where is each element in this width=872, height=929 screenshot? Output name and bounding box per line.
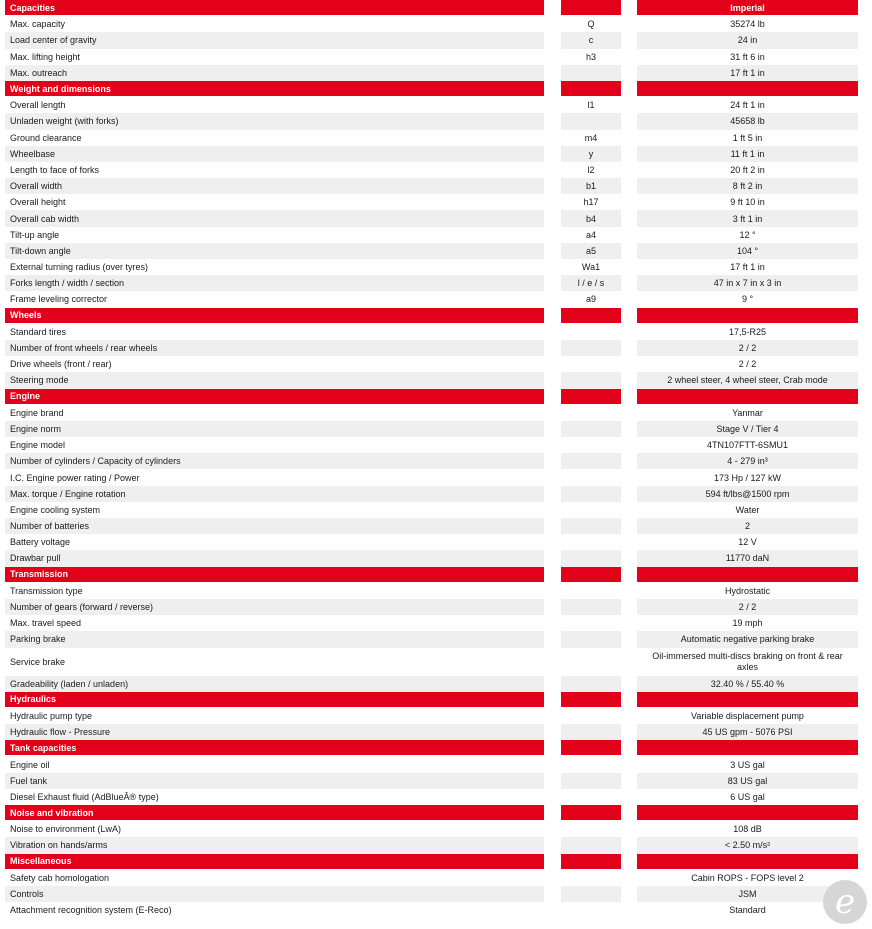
spec-code: [561, 631, 621, 647]
table-row: [0, 340, 872, 356]
spec-code: [561, 676, 621, 692]
spec-value: 24 ft 1 in: [730, 100, 765, 111]
spec-label: Number of gears (forward / reverse): [5, 599, 544, 615]
section-code-header: [561, 389, 621, 405]
table-row: [0, 631, 872, 647]
spec-value: 11770 daN: [637, 550, 858, 566]
spec-label: Tilt-down angle: [5, 243, 544, 259]
spec-value: 9 ft 10 in: [730, 197, 765, 208]
table-row: [0, 32, 872, 48]
spec-label: Vibration on hands/arms: [5, 837, 544, 853]
table-row: [0, 259, 872, 275]
spec-label: Number of front wheels / rear wheels: [5, 340, 544, 356]
section-title: Weight and dimensions: [5, 81, 544, 97]
spec-label: Max. capacity: [10, 19, 66, 30]
spec-code: [561, 518, 621, 534]
spec-code: [561, 615, 621, 631]
spec-label: Ground clearance: [10, 132, 82, 143]
spec-code: [561, 469, 621, 485]
spec-label: Steering mode: [5, 372, 544, 388]
table-row: [0, 130, 872, 146]
table-row: [0, 97, 872, 113]
spec-value: 1 ft 5 in: [732, 132, 763, 143]
spec-value: Yanmar: [732, 407, 763, 418]
section-code-header: [561, 805, 621, 821]
spec-value: 4 - 279 in³: [637, 453, 858, 469]
section-header: [0, 0, 872, 16]
table-row: [0, 275, 872, 291]
table-row: [0, 291, 872, 307]
spec-value: 17 ft 1 in: [637, 65, 858, 81]
table-row: [0, 372, 872, 388]
spec-value: 47 in x 7 in x 3 in: [637, 275, 858, 291]
section-code-header: [561, 854, 621, 870]
spec-code: [561, 837, 621, 853]
section-unit-header: [637, 308, 858, 324]
table-row: [0, 676, 872, 692]
spec-label: I.C. Engine power rating / Power: [10, 472, 140, 483]
spec-code: [561, 340, 621, 356]
spec-code: [561, 453, 621, 469]
table-row: [0, 210, 872, 226]
section-header: [0, 308, 872, 324]
table-row: [0, 49, 872, 65]
spec-label: Gradeability (laden / unladen): [5, 676, 544, 692]
section-code-header: [561, 692, 621, 708]
spec-label: Fuel tank: [5, 773, 544, 789]
section-title: Capacities: [5, 0, 544, 16]
spec-value: 2: [637, 518, 858, 534]
spec-label: Max. travel speed: [10, 618, 82, 629]
section-unit-header: [637, 740, 858, 756]
spec-value: 8 ft 2 in: [637, 178, 858, 194]
spec-label: Tilt-up angle: [10, 229, 60, 240]
section-code-header: [561, 567, 621, 583]
table-row: [0, 821, 872, 837]
spec-value: JSM: [637, 886, 858, 902]
spec-label: Max. outreach: [5, 65, 544, 81]
section-header: [0, 692, 872, 708]
spec-code: h3: [585, 51, 596, 62]
spec-code: [561, 502, 621, 518]
spec-code: [561, 583, 621, 599]
spec-value: 24 in: [637, 32, 858, 48]
section-header: [0, 805, 872, 821]
spec-code: [561, 789, 621, 805]
table-row: [0, 724, 872, 740]
section-unit-header: [637, 805, 858, 821]
section-header: [0, 854, 872, 870]
spec-code: [561, 821, 621, 837]
table-row: [0, 469, 872, 485]
table-row: [0, 65, 872, 81]
spec-code: b1: [561, 178, 621, 194]
spec-label: Engine cooling system: [10, 504, 101, 515]
table-row: [0, 178, 872, 194]
spec-value: 11 ft 1 in: [637, 146, 858, 162]
spec-label: Max. torque / Engine rotation: [5, 486, 544, 502]
spec-code: [561, 324, 621, 340]
spec-code: Wa1: [581, 262, 601, 273]
spec-label: Unladen weight (with forks): [5, 113, 544, 129]
spec-label: Number of cylinders / Capacity of cylinders: [5, 453, 544, 469]
spec-code: [561, 372, 621, 388]
spec-value: 45658 lb: [637, 113, 858, 129]
spec-label: Parking brake: [5, 631, 544, 647]
section-header: [0, 389, 872, 405]
spec-code: [561, 902, 621, 918]
spec-label: Number of batteries: [5, 518, 544, 534]
section-title: Transmission: [5, 567, 544, 583]
spec-value: 3 ft 1 in: [637, 210, 858, 226]
spec-code: [561, 648, 621, 676]
spec-code: m4: [584, 132, 598, 143]
spec-code: [561, 756, 621, 772]
table-row: [0, 902, 872, 918]
spec-label: Hydraulic flow - Pressure: [5, 724, 544, 740]
section-unit-header: [637, 81, 858, 97]
table-row: [0, 453, 872, 469]
spec-code: a4: [585, 229, 596, 240]
section-unit-header: Imperial: [637, 0, 858, 16]
table-row: [0, 837, 872, 853]
table-row: [0, 113, 872, 129]
spec-value: 108 dB: [733, 824, 762, 835]
spec-value: Stage V / Tier 4: [637, 421, 858, 437]
spec-label: Attachment recognition system (E-Reco): [10, 905, 172, 916]
table-row: [0, 421, 872, 437]
spec-value: 19 mph: [732, 618, 763, 629]
spec-code: [561, 550, 621, 566]
spec-code: l1: [587, 100, 595, 111]
table-row: [0, 599, 872, 615]
spec-label: Standard tires: [10, 326, 67, 337]
spec-label: Engine norm: [5, 421, 544, 437]
spec-label: Overall cab width: [5, 210, 544, 226]
spec-code: [561, 421, 621, 437]
spec-label: Battery voltage: [10, 537, 71, 548]
spec-value: Oil-immersed multi-discs braking on front & rear axles: [652, 650, 843, 672]
table-row: [0, 405, 872, 421]
spec-value: 2 / 2: [738, 359, 757, 370]
spec-code: [561, 437, 621, 453]
table-row: [0, 16, 872, 32]
section-header: [0, 740, 872, 756]
spec-value: 12 V: [738, 537, 757, 548]
spec-value: Water: [735, 504, 760, 515]
table-row: [0, 789, 872, 805]
spec-code: h17: [583, 197, 599, 208]
spec-value: 20 ft 2 in: [730, 164, 765, 175]
table-row: [0, 437, 872, 453]
section-code-header: [561, 81, 621, 97]
spec-code: [561, 773, 621, 789]
spec-value: 45 US gpm - 5076 PSI: [637, 724, 858, 740]
spec-value: 31 ft 6 in: [730, 51, 765, 62]
spec-code: [561, 113, 621, 129]
spec-value: 4TN107FTT-6SMU1: [706, 440, 789, 451]
spec-value: 35274 lb: [730, 19, 765, 30]
spec-code: [561, 724, 621, 740]
spec-label: External turning radius (over tyres): [10, 262, 149, 273]
spec-code: [561, 405, 621, 421]
table-row: [0, 162, 872, 178]
spec-label: Frame leveling corrector: [10, 294, 108, 305]
section-title: Hydraulics: [5, 692, 544, 708]
spec-code: a9: [585, 294, 596, 305]
spec-value: 2 wheel steer, 4 wheel steer, Crab mode: [637, 372, 858, 388]
table-row: [0, 324, 872, 340]
spec-label: Engine model: [10, 440, 66, 451]
spec-code: y: [561, 146, 621, 162]
spec-label: Wheelbase: [5, 146, 544, 162]
spec-value: 83 US gal: [637, 773, 858, 789]
spec-value: Cabin ROPS - FOPS level 2: [691, 872, 804, 883]
spec-label: Service brake: [10, 656, 66, 667]
watermark-glyph: e: [834, 882, 856, 922]
spec-code: [561, 886, 621, 902]
table-row: [0, 708, 872, 724]
spec-label: Hydraulic pump type: [10, 710, 93, 721]
spec-code: [561, 870, 621, 886]
spec-value: Hydrostatic: [724, 585, 770, 596]
spec-label: Transmission type: [10, 585, 83, 596]
spec-label: Diesel Exhaust fluid (AdBlueÂ® type): [10, 791, 159, 802]
table-row: [0, 648, 872, 676]
spec-code: [561, 486, 621, 502]
spec-value: 17 ft 1 in: [730, 262, 765, 273]
spec-value: 3 US gal: [730, 759, 765, 770]
spec-label: Forks length / width / section: [5, 275, 544, 291]
section-code-header: [561, 0, 621, 16]
spec-code: l2: [587, 164, 595, 175]
spec-code: l / e / s: [561, 275, 621, 291]
spec-value: 17,5-R25: [728, 326, 767, 337]
spec-value: 2 / 2: [637, 599, 858, 615]
spec-code: [561, 599, 621, 615]
table-row: [0, 756, 872, 772]
spec-value: Standard: [729, 905, 766, 916]
spec-code: [561, 534, 621, 550]
spec-value: 6 US gal: [730, 791, 765, 802]
table-row: [0, 146, 872, 162]
spec-label: Drive wheels (front / rear): [10, 359, 112, 370]
spec-code: b4: [561, 210, 621, 226]
section-header: [0, 81, 872, 97]
spec-code: [561, 708, 621, 724]
section-unit-header: [637, 854, 858, 870]
section-title: Tank capacities: [5, 740, 544, 756]
table-row: [0, 227, 872, 243]
table-row: [0, 583, 872, 599]
spec-label: Controls: [5, 886, 544, 902]
spec-label: Engine oil: [10, 759, 50, 770]
section-title: Noise and vibration: [5, 805, 544, 821]
spec-value: < 2.50 m/s²: [637, 837, 858, 853]
section-unit-header: [637, 567, 858, 583]
section-title: Wheels: [5, 308, 544, 324]
section-title: Miscellaneous: [5, 854, 544, 870]
table-row: [0, 886, 872, 902]
spec-label: Overall height: [10, 197, 66, 208]
spec-value: 173 Hp / 127 kW: [713, 472, 782, 483]
spec-value: 12 °: [739, 229, 756, 240]
table-row: [0, 870, 872, 886]
section-unit-header: [637, 692, 858, 708]
spec-value: 2 / 2: [637, 340, 858, 356]
spec-value: Automatic negative parking brake: [637, 631, 858, 647]
spec-value: 104 °: [637, 243, 858, 259]
spec-label: Overall length: [10, 100, 66, 111]
spec-value: 9 °: [741, 294, 754, 305]
table-row: [0, 356, 872, 372]
spec-label: Safety cab homologation: [10, 872, 110, 883]
table-row: [0, 773, 872, 789]
table-row: [0, 502, 872, 518]
spec-label: Length to face of forks: [10, 164, 100, 175]
spec-label: Drawbar pull: [5, 550, 544, 566]
spec-label: Max. lifting height: [10, 51, 81, 62]
table-row: [0, 550, 872, 566]
spec-label: Overall width: [5, 178, 544, 194]
spec-value: 594 ft/lbs@1500 rpm: [637, 486, 858, 502]
spec-code: [561, 65, 621, 81]
spec-code: [561, 356, 621, 372]
section-code-header: [561, 308, 621, 324]
section-unit-header: [637, 389, 858, 405]
table-row: [0, 486, 872, 502]
spec-code: c: [561, 32, 621, 48]
spec-label: Engine brand: [10, 407, 64, 418]
spec-code: a5: [561, 243, 621, 259]
table-row: [0, 534, 872, 550]
table-row: [0, 194, 872, 210]
section-code-header: [561, 740, 621, 756]
spec-value: Variable displacement pump: [691, 710, 804, 721]
table-row: [0, 518, 872, 534]
spec-code: Q: [587, 19, 595, 30]
table-row: [0, 615, 872, 631]
equipment-logo-icon: [823, 880, 867, 924]
section-title: Engine: [5, 389, 544, 405]
spec-label: Noise to environment (LwA): [10, 824, 122, 835]
section-header: [0, 567, 872, 583]
table-row: [0, 243, 872, 259]
spec-value: 32.40 % / 55.40 %: [637, 676, 858, 692]
spec-label: Load center of gravity: [5, 32, 544, 48]
